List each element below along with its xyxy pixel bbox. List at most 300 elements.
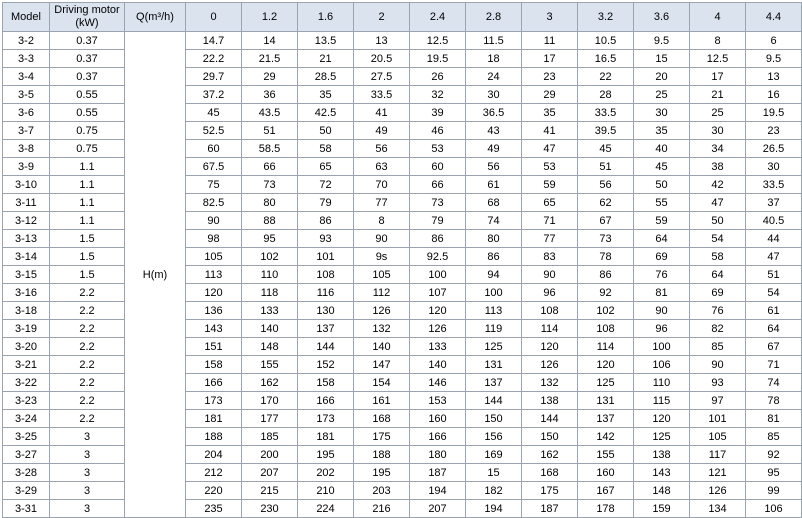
cell-head-value: 137	[298, 320, 354, 338]
cell-head-value: 90	[354, 230, 410, 248]
cell-head-value: 210	[298, 482, 354, 500]
cell-head-value: 140	[242, 320, 298, 338]
cell-head-value: 53	[522, 158, 578, 176]
cell-head-value: 50	[298, 122, 354, 140]
cell-head-value: 80	[242, 194, 298, 212]
cell-head-value: 181	[186, 410, 242, 428]
cell-head-value: 94	[466, 266, 522, 284]
cell-driving-motor: 1.1	[50, 194, 125, 212]
cell-head-value: 126	[522, 356, 578, 374]
cell-head-value: 65	[298, 158, 354, 176]
cell-head-unit	[125, 410, 186, 428]
cell-head-unit	[125, 104, 186, 122]
cell-head-unit	[125, 212, 186, 230]
table-row	[3, 500, 802, 518]
cell-head-value: 142	[578, 428, 634, 446]
cell-model: 3-22	[3, 374, 50, 392]
cell-head-value: 27.5	[354, 68, 410, 86]
cell-head-unit	[125, 464, 186, 482]
cell-head-value: 100	[634, 338, 690, 356]
cell-head-value: 187	[410, 464, 466, 482]
cell-head-value: 97	[690, 392, 746, 410]
cell-head-value: 126	[690, 482, 746, 500]
cell-head-value: 125	[634, 428, 690, 446]
table-row	[3, 122, 802, 140]
driving-motor-header-line1: Driving motor	[54, 4, 120, 16]
cell-head-value: 15	[466, 464, 522, 482]
cell-head-value: 81	[634, 284, 690, 302]
column-header-driving-motor	[50, 3, 125, 32]
table-row	[3, 140, 802, 158]
driving-motor-header-wrap	[50, 3, 124, 31]
cell-head-value: 203	[354, 482, 410, 500]
cell-head-value: 21	[690, 86, 746, 104]
cell-head-value: 113	[466, 302, 522, 320]
cell-head-value: 9.5	[746, 50, 802, 68]
cell-head-value: 40	[634, 140, 690, 158]
cell-head-value: 132	[354, 320, 410, 338]
cell-driving-motor: 0.75	[50, 140, 125, 158]
cell-head-value: 118	[242, 284, 298, 302]
column-header-flow-5: 2.8	[466, 3, 522, 32]
cell-head-value: 140	[410, 356, 466, 374]
cell-head-value: 62	[578, 194, 634, 212]
cell-head-value: 95	[746, 464, 802, 482]
cell-driving-motor: 2.2	[50, 302, 125, 320]
cell-head-value: 144	[466, 392, 522, 410]
cell-head-value: 150	[466, 410, 522, 428]
cell-model: 3-4	[3, 68, 50, 86]
cell-head-value: 47	[522, 140, 578, 158]
cell-head-value: 56	[466, 158, 522, 176]
cell-head-value: 41	[354, 104, 410, 122]
cell-head-value: 148	[634, 482, 690, 500]
cell-head-value: 13	[354, 32, 410, 50]
cell-head-value: 66	[410, 176, 466, 194]
cell-head-value: 20.5	[354, 50, 410, 68]
cell-head-value: 64	[634, 230, 690, 248]
cell-head-value: 50	[634, 176, 690, 194]
cell-head-value: 125	[466, 338, 522, 356]
cell-driving-motor: 1.1	[50, 158, 125, 176]
cell-head-value: 106	[634, 356, 690, 374]
cell-driving-motor: 2.2	[50, 356, 125, 374]
cell-head-value: 100	[410, 266, 466, 284]
cell-head-value: 82.5	[186, 194, 242, 212]
cell-model: 3-31	[3, 500, 50, 518]
cell-head-value: 13	[746, 68, 802, 86]
cell-head-value: 49	[354, 122, 410, 140]
cell-head-value: 195	[298, 446, 354, 464]
cell-driving-motor: 3	[50, 482, 125, 500]
cell-head-value: 76	[690, 302, 746, 320]
table-body	[3, 32, 802, 518]
cell-model: 3-18	[3, 302, 50, 320]
cell-model: 3-3	[3, 50, 50, 68]
cell-model: 3-28	[3, 464, 50, 482]
cell-head-value: 92	[746, 446, 802, 464]
cell-head-value: 54	[746, 284, 802, 302]
table-row	[3, 320, 802, 338]
cell-head-value: 114	[522, 320, 578, 338]
cell-head-value: 180	[410, 446, 466, 464]
cell-head-value: 36	[242, 86, 298, 104]
cell-head-value: 64	[746, 320, 802, 338]
cell-model: 3-29	[3, 482, 50, 500]
cell-model: 3-12	[3, 212, 50, 230]
cell-head-value: 58.5	[242, 140, 298, 158]
cell-head-value: 126	[410, 320, 466, 338]
column-header-flow-3: 2	[354, 3, 410, 32]
cell-head-value: 19.5	[746, 104, 802, 122]
cell-head-value: 108	[298, 266, 354, 284]
cell-head-value: 102	[242, 248, 298, 266]
cell-head-value: 235	[186, 500, 242, 518]
cell-head-value: 36.5	[466, 104, 522, 122]
cell-driving-motor: 0.75	[50, 122, 125, 140]
cell-driving-motor: 1.1	[50, 212, 125, 230]
cell-head-value: 88	[242, 212, 298, 230]
column-header-flow-2: 1.6	[298, 3, 354, 32]
cell-head-value: 120	[578, 356, 634, 374]
cell-head-value: 195	[354, 464, 410, 482]
cell-head-value: 230	[242, 500, 298, 518]
cell-head-value: 56	[354, 140, 410, 158]
cell-head-value: 133	[242, 302, 298, 320]
cell-head-unit	[125, 446, 186, 464]
cell-head-value: 105	[354, 266, 410, 284]
cell-model: 3-7	[3, 122, 50, 140]
cell-head-value: 207	[410, 500, 466, 518]
cell-head-value: 59	[634, 212, 690, 230]
cell-head-value: 52.5	[186, 122, 242, 140]
cell-head-value: 23	[746, 122, 802, 140]
cell-head-value: 33.5	[578, 104, 634, 122]
cell-head-value: 93	[690, 374, 746, 392]
cell-head-value: 108	[522, 302, 578, 320]
cell-head-value: 155	[242, 356, 298, 374]
cell-head-value: 110	[242, 266, 298, 284]
cell-head-value: 86	[466, 248, 522, 266]
cell-head-value: 138	[522, 392, 578, 410]
table-row	[3, 374, 802, 392]
cell-head-value: 207	[242, 464, 298, 482]
column-header-flow-1: 1.2	[242, 3, 298, 32]
cell-head-unit	[125, 50, 186, 68]
cell-head-value: 160	[410, 410, 466, 428]
cell-head-value: 175	[522, 482, 578, 500]
cell-head-value: 14.7	[186, 32, 242, 50]
cell-head-value: 39.5	[578, 122, 634, 140]
cell-head-value: 115	[634, 392, 690, 410]
cell-head-unit	[125, 140, 186, 158]
cell-head-value: 33.5	[354, 86, 410, 104]
column-header-flow-unit: Q(m³/h)	[125, 3, 186, 32]
table-row	[3, 302, 802, 320]
cell-head-value: 194	[410, 482, 466, 500]
cell-head-value: 167	[578, 482, 634, 500]
cell-head-unit	[125, 32, 186, 50]
cell-head-value: 110	[634, 374, 690, 392]
cell-head-value: 90	[690, 356, 746, 374]
cell-head-value: 175	[354, 428, 410, 446]
cell-head-value: 144	[298, 338, 354, 356]
cell-head-value: 133	[410, 338, 466, 356]
cell-head-value: 42	[690, 176, 746, 194]
table-row	[3, 410, 802, 428]
cell-head-value: 156	[466, 428, 522, 446]
table-row	[3, 464, 802, 482]
cell-head-value: 30	[746, 158, 802, 176]
cell-head-value: 72	[298, 176, 354, 194]
cell-driving-motor: 2.2	[50, 392, 125, 410]
cell-head-value: 173	[186, 392, 242, 410]
table-row	[3, 230, 802, 248]
cell-head-value: 39	[410, 104, 466, 122]
cell-head-value: 130	[298, 302, 354, 320]
table-row	[3, 428, 802, 446]
table-row	[3, 338, 802, 356]
cell-head-value: 120	[186, 284, 242, 302]
cell-driving-motor: 2.2	[50, 284, 125, 302]
table-row	[3, 284, 802, 302]
cell-head-value: 35	[298, 86, 354, 104]
cell-head-value: 6	[746, 32, 802, 50]
cell-head-value: 154	[354, 374, 410, 392]
cell-head-unit: H(m)	[125, 266, 186, 284]
cell-head-value: 85	[690, 338, 746, 356]
cell-model: 3-11	[3, 194, 50, 212]
cell-model: 3-5	[3, 86, 50, 104]
cell-head-value: 93	[298, 230, 354, 248]
cell-head-value: 86	[578, 266, 634, 284]
cell-head-value: 8	[690, 32, 746, 50]
cell-head-value: 107	[410, 284, 466, 302]
cell-head-unit	[125, 158, 186, 176]
cell-model: 3-24	[3, 410, 50, 428]
cell-head-value: 28.5	[298, 68, 354, 86]
cell-head-value: 86	[410, 230, 466, 248]
cell-head-unit	[125, 338, 186, 356]
cell-head-value: 50	[690, 212, 746, 230]
cell-head-value: 45	[634, 158, 690, 176]
cell-driving-motor: 1.5	[50, 230, 125, 248]
cell-model: 3-13	[3, 230, 50, 248]
cell-head-value: 96	[522, 284, 578, 302]
cell-head-unit	[125, 86, 186, 104]
cell-driving-motor: 1.5	[50, 266, 125, 284]
cell-driving-motor: 1.1	[50, 176, 125, 194]
cell-head-value: 47	[690, 194, 746, 212]
cell-head-value: 169	[466, 446, 522, 464]
table-row	[3, 50, 802, 68]
cell-head-value: 29	[522, 86, 578, 104]
cell-head-value: 120	[522, 338, 578, 356]
cell-driving-motor: 3	[50, 428, 125, 446]
cell-head-value: 131	[578, 392, 634, 410]
cell-head-unit	[125, 320, 186, 338]
cell-head-value: 51	[242, 122, 298, 140]
cell-head-value: 60	[186, 140, 242, 158]
cell-head-value: 17	[522, 50, 578, 68]
cell-head-value: 10.5	[578, 32, 634, 50]
cell-head-value: 137	[578, 410, 634, 428]
cell-head-value: 54	[690, 230, 746, 248]
cell-driving-motor: 3	[50, 446, 125, 464]
table-header	[3, 3, 802, 32]
cell-head-value: 81	[746, 410, 802, 428]
table-row	[3, 446, 802, 464]
cell-head-value: 17	[690, 68, 746, 86]
cell-head-value: 90	[634, 302, 690, 320]
cell-head-value: 35	[634, 122, 690, 140]
cell-head-value: 158	[186, 356, 242, 374]
cell-head-value: 13.5	[298, 32, 354, 50]
cell-head-value: 152	[298, 356, 354, 374]
column-header-flow-8: 3.6	[634, 3, 690, 32]
cell-head-value: 116	[298, 284, 354, 302]
cell-head-value: 85	[746, 428, 802, 446]
cell-head-value: 168	[522, 464, 578, 482]
cell-head-value: 74	[466, 212, 522, 230]
cell-head-value: 155	[578, 446, 634, 464]
column-header-flow-4: 2.4	[410, 3, 466, 32]
cell-head-value: 144	[522, 410, 578, 428]
cell-driving-motor: 2.2	[50, 338, 125, 356]
cell-head-value: 125	[578, 374, 634, 392]
cell-head-value: 202	[298, 464, 354, 482]
cell-head-value: 77	[354, 194, 410, 212]
cell-model: 3-15	[3, 266, 50, 284]
cell-head-value: 15	[634, 50, 690, 68]
column-header-flow-9: 4	[690, 3, 746, 32]
cell-model: 3-8	[3, 140, 50, 158]
table-row	[3, 176, 802, 194]
cell-head-value: 187	[522, 500, 578, 518]
cell-head-value: 8	[354, 212, 410, 230]
cell-head-value: 166	[186, 374, 242, 392]
cell-head-value: 220	[186, 482, 242, 500]
cell-head-value: 73	[578, 230, 634, 248]
cell-head-value: 29	[242, 68, 298, 86]
cell-model: 3-20	[3, 338, 50, 356]
cell-head-value: 212	[186, 464, 242, 482]
cell-head-value: 47	[746, 248, 802, 266]
cell-head-value: 143	[634, 464, 690, 482]
cell-model: 3-9	[3, 158, 50, 176]
cell-head-value: 16.5	[578, 50, 634, 68]
cell-head-value: 100	[466, 284, 522, 302]
cell-head-unit	[125, 248, 186, 266]
cell-head-value: 25	[634, 86, 690, 104]
cell-head-unit	[125, 392, 186, 410]
table-row	[3, 482, 802, 500]
cell-head-value: 21	[298, 50, 354, 68]
cell-head-value: 140	[354, 338, 410, 356]
cell-head-value: 19.5	[410, 50, 466, 68]
cell-head-value: 53	[410, 140, 466, 158]
cell-head-value: 150	[522, 428, 578, 446]
cell-head-value: 71	[746, 356, 802, 374]
cell-head-value: 162	[522, 446, 578, 464]
cell-head-value: 106	[746, 500, 802, 518]
table-row	[3, 158, 802, 176]
cell-head-value: 185	[242, 428, 298, 446]
cell-head-value: 74	[746, 374, 802, 392]
cell-head-value: 60	[410, 158, 466, 176]
cell-head-value: 23	[522, 68, 578, 86]
cell-head-value: 162	[242, 374, 298, 392]
cell-head-value: 69	[634, 248, 690, 266]
cell-head-value: 76	[634, 266, 690, 284]
cell-head-value: 216	[354, 500, 410, 518]
cell-head-value: 166	[410, 428, 466, 446]
cell-head-unit	[125, 68, 186, 86]
cell-head-value: 182	[466, 482, 522, 500]
cell-head-value: 9.5	[634, 32, 690, 50]
cell-head-value: 67.5	[186, 158, 242, 176]
cell-model: 3-25	[3, 428, 50, 446]
cell-head-value: 58	[690, 248, 746, 266]
cell-driving-motor: 0.37	[50, 50, 125, 68]
cell-head-value: 12.5	[410, 32, 466, 50]
cell-head-unit	[125, 194, 186, 212]
cell-head-value: 41	[522, 122, 578, 140]
cell-head-value: 90	[522, 266, 578, 284]
cell-head-value: 101	[298, 248, 354, 266]
cell-model: 3-27	[3, 446, 50, 464]
table-row	[3, 266, 802, 284]
cell-head-value: 58	[298, 140, 354, 158]
cell-driving-motor: 1.5	[50, 248, 125, 266]
cell-driving-motor: 0.37	[50, 32, 125, 50]
cell-head-value: 42.5	[298, 104, 354, 122]
cell-head-value: 188	[186, 428, 242, 446]
cell-head-value: 194	[466, 500, 522, 518]
cell-head-value: 158	[298, 374, 354, 392]
cell-head-value: 68	[466, 194, 522, 212]
cell-driving-motor: 2.2	[50, 320, 125, 338]
cell-head-value: 44	[746, 230, 802, 248]
cell-head-value: 45	[186, 104, 242, 122]
cell-head-value: 78	[746, 392, 802, 410]
cell-head-value: 73	[410, 194, 466, 212]
cell-head-value: 105	[690, 428, 746, 446]
cell-head-unit	[125, 284, 186, 302]
cell-head-value: 30	[466, 86, 522, 104]
cell-head-value: 49	[466, 140, 522, 158]
cell-head-value: 200	[242, 446, 298, 464]
cell-head-value: 166	[298, 392, 354, 410]
cell-head-value: 90	[186, 212, 242, 230]
table-row	[3, 194, 802, 212]
cell-head-value: 173	[298, 410, 354, 428]
table-row	[3, 32, 802, 50]
cell-head-value: 22.2	[186, 50, 242, 68]
cell-head-value: 148	[242, 338, 298, 356]
cell-driving-motor: 0.55	[50, 86, 125, 104]
cell-head-value: 95	[242, 230, 298, 248]
cell-head-value: 37	[746, 194, 802, 212]
cell-head-value: 51	[578, 158, 634, 176]
cell-head-value: 153	[410, 392, 466, 410]
cell-head-value: 61	[746, 302, 802, 320]
cell-head-value: 65	[522, 194, 578, 212]
cell-head-value: 12.5	[690, 50, 746, 68]
cell-head-value: 177	[242, 410, 298, 428]
cell-head-value: 159	[634, 500, 690, 518]
cell-head-value: 26.5	[746, 140, 802, 158]
